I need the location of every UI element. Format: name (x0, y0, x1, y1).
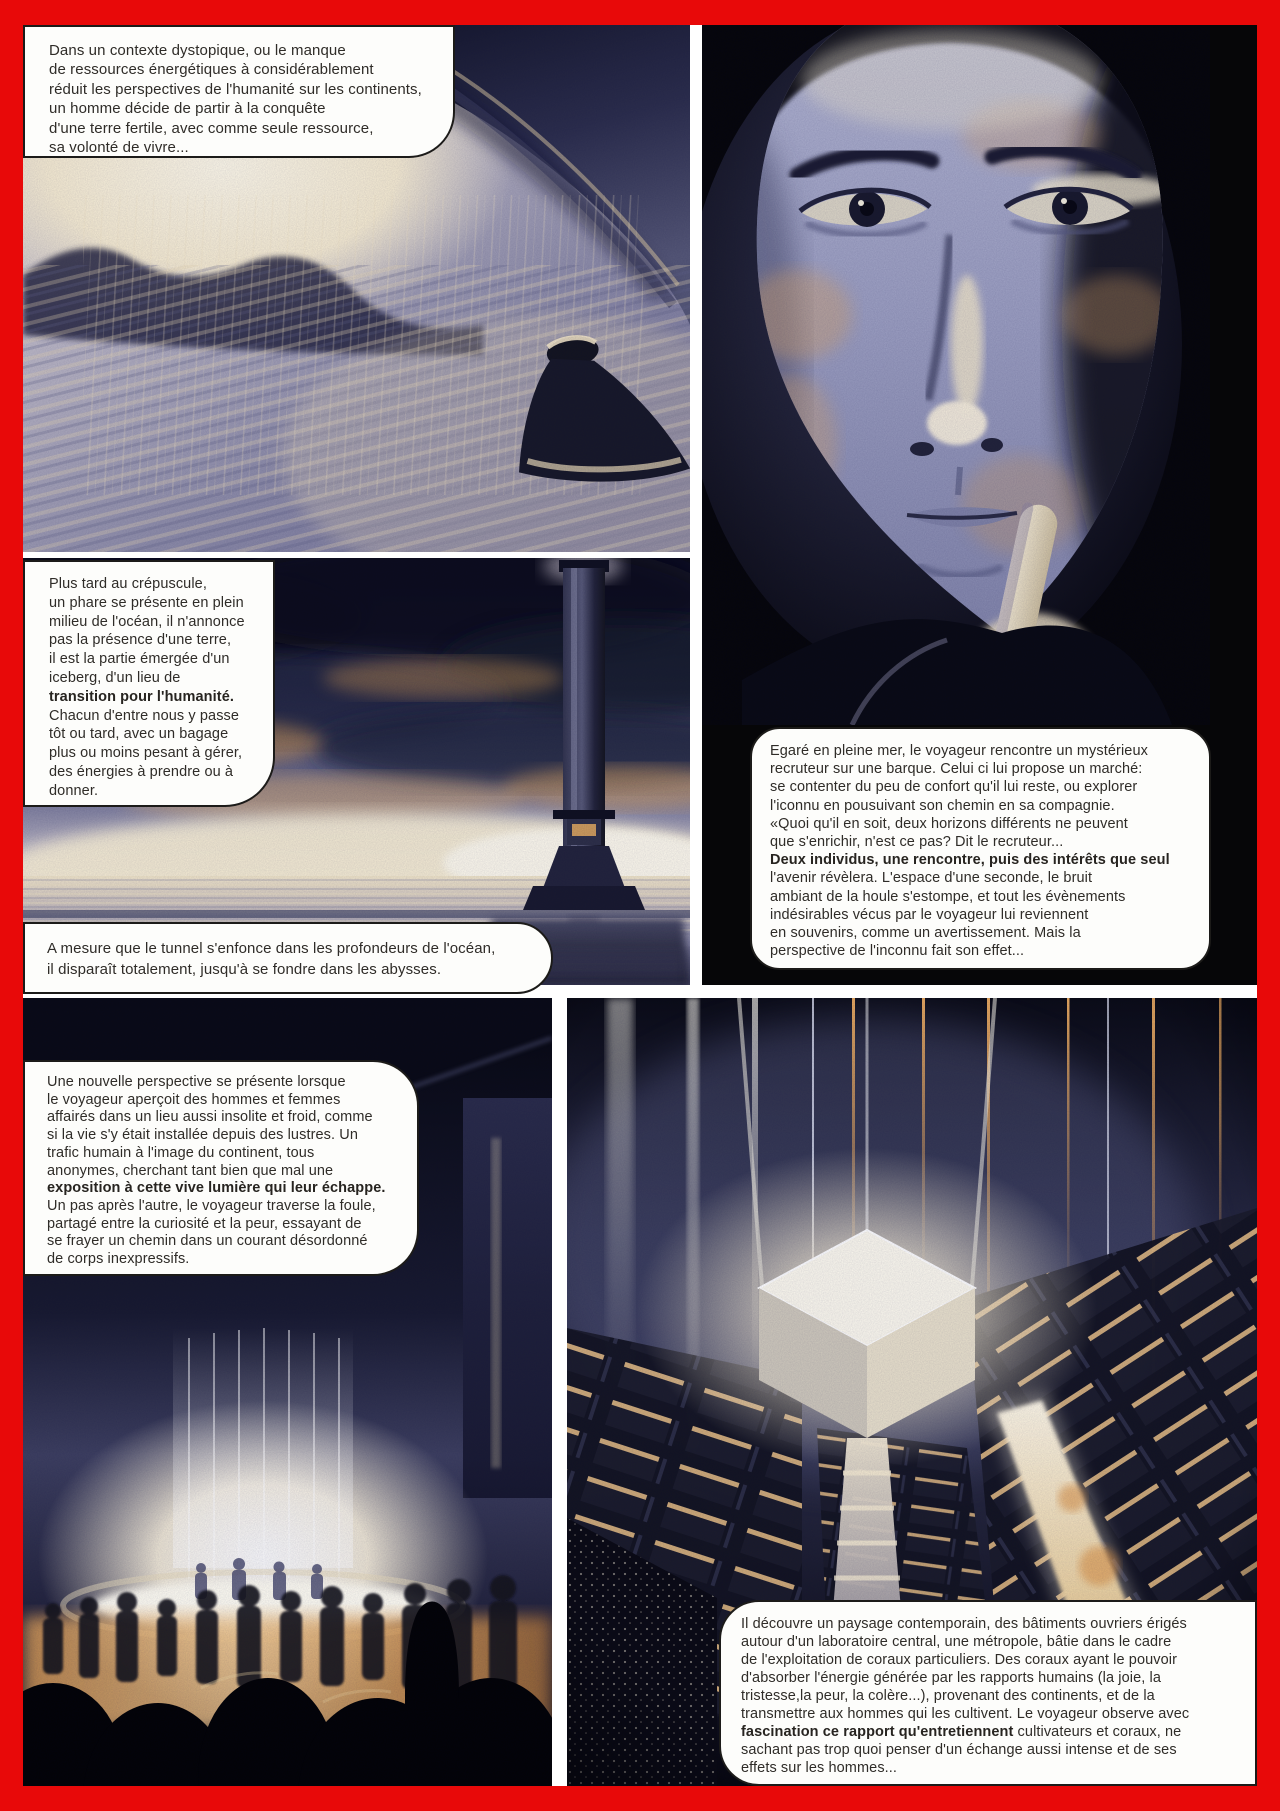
caption-recruiter-text: Egaré en pleine mer, le voyageur rencontre un mystérieux recruteur sur une barque. Celui ci lui propose un marché: se contenter du peu de confort qu'il lui reste, ou explorer l'iconnu en pousuivant son chemin en sa compagnie. «Quoi qu'il en soit, deux horizons différents ne peuvent que s'enrichir, n'est ce pas? Dit le recruteur... Deux individus, une rencontre, puis des intérêts que seul l'avenir révèlera. L'espace d'une seconde, le bruit ambiant de la houle s'estompe, et tout les évènements indésirables vécus par le voyageur lui reviennent en souvenirs, comme un avertissement. Mais la perspective de l'inconnu fait son effet... (770, 743, 1170, 960)
caption-tunnel-text: A mesure que le tunnel s'enfonce dans les profondeurs de l'océan, il disparaît totalement, jusqu'à se fondre dans les abysses. (47, 940, 496, 978)
caption-lighthouse-text: Plus tard au crépuscule, un phare se présente en plein milieu de l'océan, il n'annonce pas la présence d'une terre, il est la partie émergée d'un iceberg, d'un lieu de transition pour l'humanité. Chacun d'entre nous y passe tôt ou tard, avec un bagage plus ou moins pesant à gérer, des énergies à prendre ou à donner. (49, 576, 245, 799)
face-art (702, 25, 1210, 725)
caption-crowd (23, 1060, 419, 1276)
caption-intro (23, 25, 455, 158)
gutter-vertical-top (690, 25, 702, 985)
caption-recruiter (750, 727, 1211, 970)
comic-page-inner (23, 25, 1257, 1786)
gutter-horizontal-wave-lighthouse (23, 552, 690, 558)
caption-crowd-text: Une nouvelle perspective se présente lorsque le voyageur aperçoit des hommes et femmes affairés dans un lieu aussi insolite et froid, comme si la vie s'y était installée depuis des lustres. Un trafic humain à l'image du continent, tous anonymes, cherchant tant bien que mal une exposition à cette vive lumière qui leur échappe. Un pas après l'autre, le voyageur traverse la foule, partagé entre la curiosité et la peur, essayant de se frayer un chemin dans un courant désordonné de corps inexpressifs. (47, 1074, 386, 1268)
caption-intro-text: Dans un contexte dystopique, ou le manque de ressources énergétiques à considérablement réduit les perspectives de l'humanité sur les continents, un homme décide de partir à la conquête d'une terre fertile, avec comme seule ressource, sa volonté de vivre... (49, 42, 422, 157)
caption-lighthouse (23, 560, 275, 807)
gutter-vertical-bottom (552, 998, 567, 1786)
panel-recruiter-face (702, 25, 1210, 725)
caption-city (719, 1600, 1257, 1786)
caption-city-text: Il découvre un paysage contemporain, des bâtiments ouvriers érigés autour d'un laboratoire central, une métropole, bâtie dans le cadre de l'exploitation de coraux particuliers. Des coraux ayant le pouvoir d'absorber l'énergie générée par les rapports humains (la joie, la tristesse,la peur, la colère...), provenant des continents, et de la transmettre aux hommes qui les cultivent. Le voyageur observe avec fascination ce rapport qu'entretiennent cultivateurs et coraux, ne sachant pas trop quoi penser d'un échange aussi intense et de ses effets sur les hommes... (741, 1616, 1190, 1776)
caption-tunnel (23, 922, 553, 994)
